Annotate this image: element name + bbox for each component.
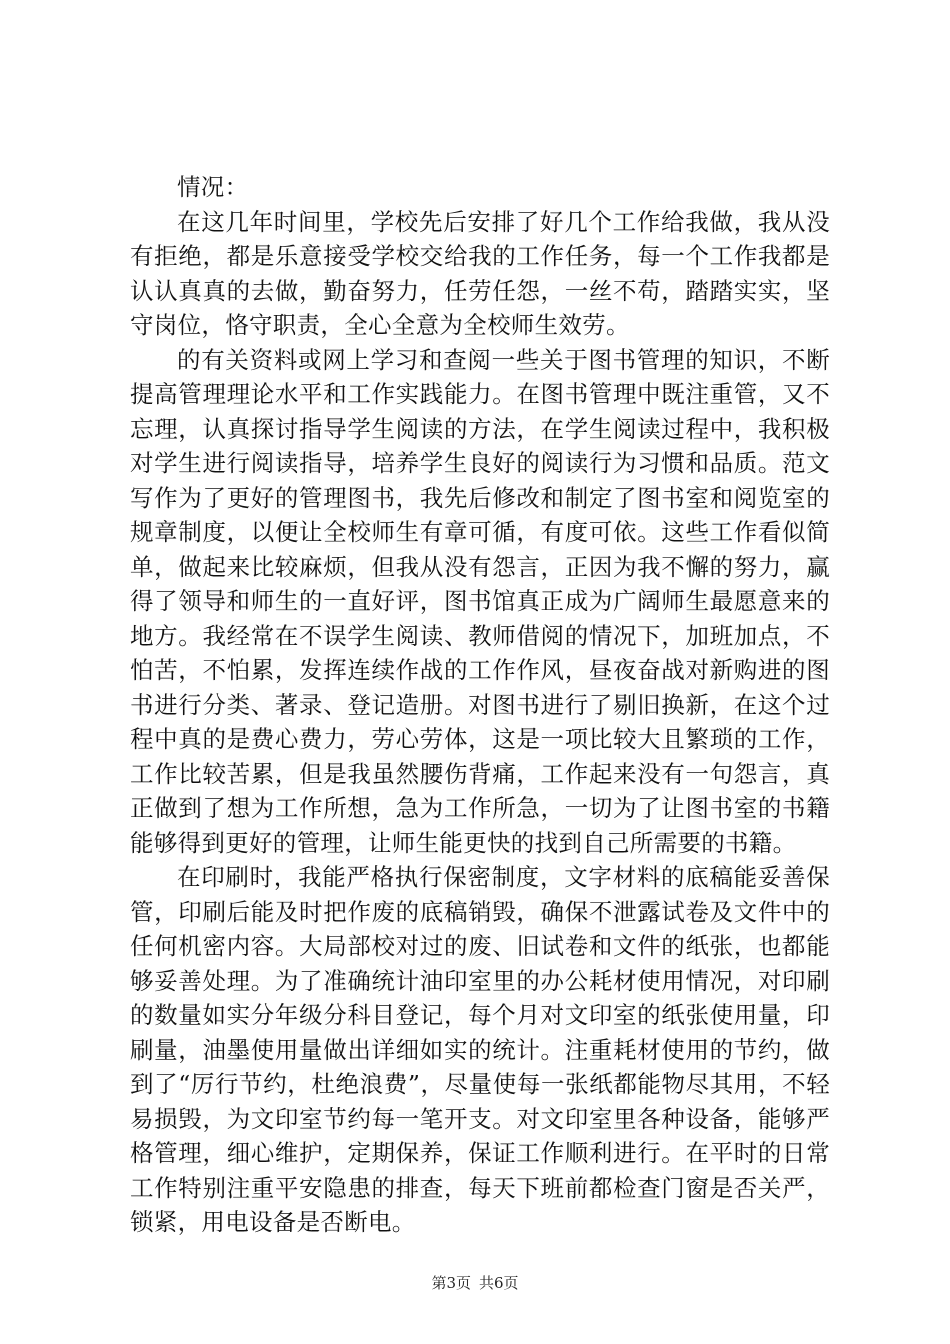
page-footer [0, 1272, 950, 1293]
page-total: 共6页 [479, 1274, 519, 1292]
document-body [130, 170, 830, 1240]
paragraph-printing-room: 在印刷时，我能严格执行保密制度，文字材料的底稿能妥善保管，印刷后能及时把作废的底稿销毁，确保不泄露试卷及文件中的任何机密内容。大局部校对过的废、旧试卷和文件的纸张，也都能够妥善处理。为了准确统计油印室里的办公耗材使用情况，对印刷的数量如实分年级分科目登记，每个月对文印室的纸张使用量，印刷量，油墨使用量做出详细如实的统计。注重耗材使用的节约，做到了“厉行节约，杜绝浪费”，尽量使每一张纸都能物尽其用，不轻易损毁，为文印室节约每一笔开支。对文印室里各种设备，能够严格管理，细心维护，定期保养，保证工作顺利进行。在平时的日常工作特别注重平安隐患的排查，每天下班前都检查门窗是否关严，锁紧，用电设备是否断电。 [130, 863, 830, 1236]
page-number: 第3页 [431, 1274, 471, 1292]
paragraph-intro-heading: 情况： [177, 173, 249, 201]
paragraph-library-management: 的有关资料或网上学习和查阅一些关于图书管理的知识，不断提高管理理论水平和工作实践能力。在图书管理中既注重管，又不忘理，认真探讨指导学生阅读的方法，在学生阅读过程中，我积极对学生进行阅读指导，培养学生良好的阅读行为习惯和品质。范文写作为了更好的管理图书，我先后修改和制定了图书室和阅览室的规章制度，以便让全校师生有章可循，有度可依。这些工作看似简单，做起来比较麻烦，但我从没有怨言，正因为我不懈的努力，赢得了领导和师生的一直好评，图书馆真正成为广阔师生最愿意来的地方。我经常在不误学生阅读、教师借阅的情况下，加班加点，不怕苦，不怕累，发挥连续作战的工作作风，昼夜奋战对新购进的图书进行分类、著录、登记造册。对图书进行了剔旧换新，在这个过程中真的是费心费力，劳心劳体，这是一项比较大且繁琐的工作，工作比较苦累，但是我虽然腰伤背痛，工作起来没有一句怨言，真正做到了想为工作所想，急为工作所急，一切为了让图书室的书籍能够得到更好的管理，让师生能更快的找到自己所需要的书籍。 [130, 345, 830, 857]
paragraph-work-attitude: 在这几年时间里，学校先后安排了好几个工作给我做，我从没有拒绝，都是乐意接受学校交给我的工作任务，每一个工作我都是认认真真的去做，勤奋努力，任劳任怨，一丝不苟，踏踏实实，坚守岗位，恪守职责，全心全意为全校师生效劳。 [130, 207, 830, 339]
